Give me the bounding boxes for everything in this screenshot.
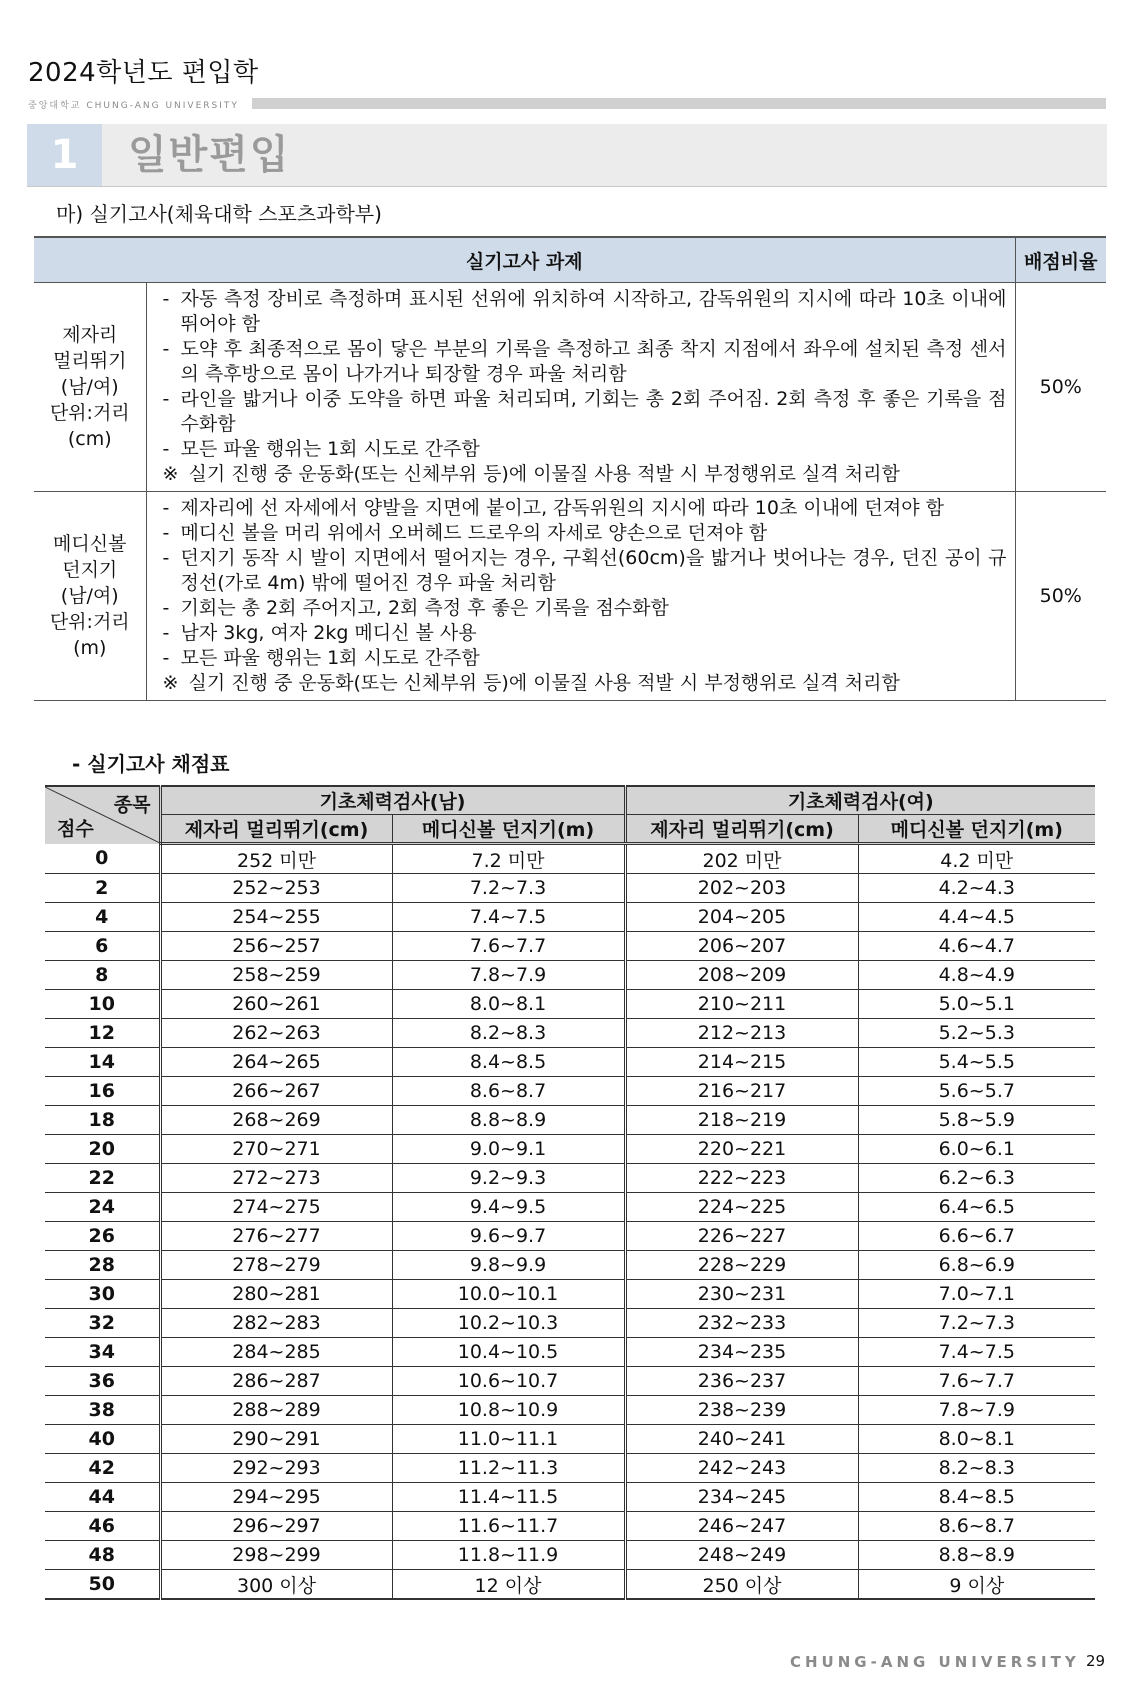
male-long-jump-cell: 268~269 — [160, 1106, 392, 1135]
task-name-line: 던지기 — [62, 559, 118, 581]
task-row — [34, 283, 1106, 492]
female-long-jump-cell: 234~235 — [625, 1338, 858, 1367]
bullet-dash: - — [162, 438, 170, 460]
score-cell: 14 — [45, 1048, 160, 1077]
section-title: 일반편입 — [128, 132, 291, 178]
task-name-line: (남/여) — [60, 376, 119, 398]
score-row — [45, 874, 1095, 903]
female-medicine-ball-cell: 7.4~7.5 — [858, 1338, 1095, 1367]
score-cell: 42 — [45, 1454, 160, 1483]
male-medicine-ball-cell: 10.4~10.5 — [392, 1338, 625, 1367]
female-medicine-ball-cell: 5.6~5.7 — [858, 1077, 1095, 1106]
female-long-jump-cell: 236~237 — [625, 1367, 858, 1396]
male-medicine-ball-cell: 8.2~8.3 — [392, 1019, 625, 1048]
task-description-cell — [146, 283, 1015, 492]
male-medicine-ball-cell: 7.2 미만 — [392, 844, 625, 874]
male-medicine-ball-cell: 9.6~9.7 — [392, 1222, 625, 1251]
score-row — [45, 1106, 1095, 1135]
score-row — [45, 1280, 1095, 1309]
male-medicine-ball-cell: 7.2~7.3 — [392, 874, 625, 903]
male-medicine-ball-cell: 9.8~9.9 — [392, 1251, 625, 1280]
male-medicine-ball-cell: 9.4~9.5 — [392, 1193, 625, 1222]
score-row — [45, 1193, 1095, 1222]
bullet-dash: - — [162, 388, 170, 410]
score-row — [45, 1164, 1095, 1193]
male-long-jump-cell: 274~275 — [160, 1193, 392, 1222]
female-medicine-ball-cell: 6.2~6.3 — [858, 1164, 1095, 1193]
female-long-jump-cell: 238~239 — [625, 1396, 858, 1425]
task-name-line: 제자리 — [62, 324, 118, 346]
male-medicine-ball-cell: 7.4~7.5 — [392, 903, 625, 932]
male-long-jump-cell: 264~265 — [160, 1048, 392, 1077]
male-long-jump-cell: 254~255 — [160, 903, 392, 932]
score-row — [45, 1251, 1095, 1280]
female-long-jump-cell: 248~249 — [625, 1541, 858, 1570]
male-medicine-ball-cell: 9.0~9.1 — [392, 1135, 625, 1164]
score-row — [45, 1048, 1095, 1077]
male-long-jump-cell: 262~263 — [160, 1019, 392, 1048]
female-medicine-ball-cell: 7.0~7.1 — [858, 1280, 1095, 1309]
task-name-line: (남/여) — [60, 585, 119, 607]
female-long-jump-cell: 202~203 — [625, 874, 858, 903]
female-medicine-ball-cell: 7.8~7.9 — [858, 1396, 1095, 1425]
male-long-jump-cell: 300 이상 — [160, 1570, 392, 1600]
male-long-jump-cell: 296~297 — [160, 1512, 392, 1541]
task-rule-text: 남자 3kg, 여자 2kg 메디신 볼 사용 — [180, 622, 477, 644]
reference-mark-icon: ※ — [162, 463, 179, 485]
female-medicine-ball-cell: 8.0~8.1 — [858, 1425, 1095, 1454]
task-name-cell — [34, 492, 146, 701]
score-cell: 26 — [45, 1222, 160, 1251]
female-long-jump-cell: 206~207 — [625, 932, 858, 961]
score-cell: 2 — [45, 874, 160, 903]
female-medicine-ball-cell: 5.4~5.5 — [858, 1048, 1095, 1077]
female-long-jump-cell: 232~233 — [625, 1309, 858, 1338]
sub-header-female-long-jump: 제자리 멀리뛰기(cm) — [625, 815, 858, 844]
page-number: 29 — [1086, 1652, 1106, 1670]
sub-header-male-medicine-ball: 메디신볼 던지기(m) — [392, 815, 625, 844]
female-medicine-ball-cell: 7.2~7.3 — [858, 1309, 1095, 1338]
female-long-jump-cell: 220~221 — [625, 1135, 858, 1164]
task-column-header: 실기고사 과제 — [34, 237, 1015, 283]
task-name-line: (m) — [73, 637, 107, 659]
group-header-male: 기초체력검사(남) — [160, 786, 625, 815]
male-long-jump-cell: 278~279 — [160, 1251, 392, 1280]
practical-exam-task-table — [34, 236, 1106, 701]
score-row — [45, 1454, 1095, 1483]
score-cell: 46 — [45, 1512, 160, 1541]
male-medicine-ball-cell: 8.4~8.5 — [392, 1048, 625, 1077]
male-medicine-ball-cell: 7.6~7.7 — [392, 932, 625, 961]
female-long-jump-cell: 214~215 — [625, 1048, 858, 1077]
female-medicine-ball-cell: 8.6~8.7 — [858, 1512, 1095, 1541]
female-medicine-ball-cell: 5.0~5.1 — [858, 990, 1095, 1019]
female-medicine-ball-cell: 6.0~6.1 — [858, 1135, 1095, 1164]
score-cell: 38 — [45, 1396, 160, 1425]
score-row — [45, 990, 1095, 1019]
task-rule-text: 도약 후 최종적으로 몸이 닿은 부분의 기록을 측정하고 최종 착지 지점에서 좌우에 설치된 측정 센서의 측후방으로 몸이 나가거나 퇴장할 경우 파울 처리함 — [180, 338, 1007, 385]
bullet-dash: - — [162, 597, 170, 619]
score-cell: 4 — [45, 903, 160, 932]
task-rule-text: 던지기 동작 시 발이 지면에서 떨어지는 경우, 구획선(60cm)을 밟거나 벗어나는 경우, 던진 공이 규정선(가로 4m) 밖에 떨어진 경우 파울 처리함 — [180, 547, 1007, 594]
female-long-jump-cell: 228~229 — [625, 1251, 858, 1280]
task-name-line: 멀리뛰기 — [53, 350, 127, 372]
score-row — [45, 1077, 1095, 1106]
score-row — [45, 1570, 1095, 1600]
male-medicine-ball-cell: 11.2~11.3 — [392, 1454, 625, 1483]
task-rule-text: 라인을 밟거나 이중 도약을 하면 파울 처리되며, 기회는 총 2회 주어짐. 2회 측정 후 좋은 기록을 점수화함 — [180, 388, 1007, 435]
task-table-header-row — [34, 237, 1106, 283]
scoring-table — [45, 785, 1095, 1600]
score-row — [45, 1541, 1095, 1570]
female-long-jump-cell: 226~227 — [625, 1222, 858, 1251]
document-title: 2024학년도 편입학 — [28, 58, 259, 88]
score-row — [45, 1512, 1095, 1541]
bullet-dash: - — [162, 522, 170, 544]
male-medicine-ball-cell: 11.8~11.9 — [392, 1541, 625, 1570]
task-warning-note — [163, 462, 1007, 487]
task-name-line: 메디신볼 — [53, 533, 127, 555]
male-long-jump-cell: 258~259 — [160, 961, 392, 990]
female-medicine-ball-cell: 6.6~6.7 — [858, 1222, 1095, 1251]
female-long-jump-cell: 234~245 — [625, 1483, 858, 1512]
score-row — [45, 1019, 1095, 1048]
score-cell: 48 — [45, 1541, 160, 1570]
male-long-jump-cell: 282~283 — [160, 1309, 392, 1338]
section-number: 1 — [27, 124, 102, 186]
task-rule-text: 자동 측정 장비로 측정하며 표시된 선위에 위치하여 시작하고, 감독위원의 지시에 따라 10초 이내에 뛰어야 함 — [180, 288, 1007, 335]
task-rule-item — [163, 621, 1007, 646]
score-row — [45, 932, 1095, 961]
male-long-jump-cell: 294~295 — [160, 1483, 392, 1512]
male-long-jump-cell: 284~285 — [160, 1338, 392, 1367]
male-long-jump-cell: 276~277 — [160, 1222, 392, 1251]
task-rule-item — [163, 337, 1007, 387]
task-warning-text: 실기 진행 중 운동화(또는 신체부위 등)에 이물질 사용 적발 시 부정행위로 실격 처리함 — [188, 463, 900, 485]
header-rule-bar — [252, 98, 1106, 109]
rate-column-header: 배점비율 — [1015, 237, 1106, 283]
male-medicine-ball-cell: 8.0~8.1 — [392, 990, 625, 1019]
sub-header-female-medicine-ball: 메디신볼 던지기(m) — [858, 815, 1095, 844]
task-rule-item — [163, 546, 1007, 596]
score-row — [45, 1483, 1095, 1512]
male-long-jump-cell: 252~253 — [160, 874, 392, 903]
score-row — [45, 1222, 1095, 1251]
female-medicine-ball-cell: 7.6~7.7 — [858, 1367, 1095, 1396]
male-medicine-ball-cell: 10.0~10.1 — [392, 1280, 625, 1309]
task-warning-note — [163, 671, 1007, 696]
male-medicine-ball-cell: 10.8~10.9 — [392, 1396, 625, 1425]
female-long-jump-cell: 208~209 — [625, 961, 858, 990]
male-medicine-ball-cell: 8.6~8.7 — [392, 1077, 625, 1106]
female-medicine-ball-cell: 6.4~6.5 — [858, 1193, 1095, 1222]
reference-mark-icon: ※ — [162, 672, 179, 694]
task-rule-item — [163, 496, 1007, 521]
female-long-jump-cell: 210~211 — [625, 990, 858, 1019]
corner-label-score: 점수 — [57, 817, 94, 840]
task-rule-item — [163, 646, 1007, 671]
female-long-jump-cell: 230~231 — [625, 1280, 858, 1309]
sub-header-male-long-jump: 제자리 멀리뛰기(cm) — [160, 815, 392, 844]
score-cell: 22 — [45, 1164, 160, 1193]
female-long-jump-cell: 222~223 — [625, 1164, 858, 1193]
male-medicine-ball-cell: 7.8~7.9 — [392, 961, 625, 990]
female-medicine-ball-cell: 4.8~4.9 — [858, 961, 1095, 990]
score-corner-cell — [45, 786, 160, 844]
female-medicine-ball-cell: 8.4~8.5 — [858, 1483, 1095, 1512]
subsection-heading: 마) 실기고사(체육대학 스포츠과학부) — [56, 202, 382, 226]
male-medicine-ball-cell: 8.8~8.9 — [392, 1106, 625, 1135]
task-rate-cell: 50% — [1015, 283, 1106, 492]
task-name-line: 단위:거리 — [49, 611, 130, 633]
score-row — [45, 903, 1095, 932]
female-long-jump-cell: 212~213 — [625, 1019, 858, 1048]
female-medicine-ball-cell: 4.6~4.7 — [858, 932, 1095, 961]
bullet-dash: - — [162, 622, 170, 644]
score-cell: 8 — [45, 961, 160, 990]
score-cell: 50 — [45, 1570, 160, 1600]
score-cell: 30 — [45, 1280, 160, 1309]
score-row — [45, 961, 1095, 990]
male-long-jump-cell: 286~287 — [160, 1367, 392, 1396]
task-warning-text: 실기 진행 중 운동화(또는 신체부위 등)에 이물질 사용 적발 시 부정행위로 실격 처리함 — [188, 672, 900, 694]
score-cell: 32 — [45, 1309, 160, 1338]
male-long-jump-cell: 260~261 — [160, 990, 392, 1019]
female-long-jump-cell: 204~205 — [625, 903, 858, 932]
male-long-jump-cell: 256~257 — [160, 932, 392, 961]
male-long-jump-cell: 292~293 — [160, 1454, 392, 1483]
male-long-jump-cell: 270~271 — [160, 1135, 392, 1164]
bullet-dash: - — [162, 497, 170, 519]
male-long-jump-cell: 266~267 — [160, 1077, 392, 1106]
scoring-table-heading: - 실기고사 채점표 — [72, 752, 230, 776]
female-medicine-ball-cell: 6.8~6.9 — [858, 1251, 1095, 1280]
male-medicine-ball-cell: 10.2~10.3 — [392, 1309, 625, 1338]
task-rate-cell: 50% — [1015, 492, 1106, 701]
score-row — [45, 844, 1095, 874]
score-cell: 12 — [45, 1019, 160, 1048]
female-medicine-ball-cell: 4.4~4.5 — [858, 903, 1095, 932]
female-medicine-ball-cell: 4.2~4.3 — [858, 874, 1095, 903]
task-row — [34, 492, 1106, 701]
task-rule-item — [163, 596, 1007, 621]
score-cell: 44 — [45, 1483, 160, 1512]
group-header-female: 기초체력검사(여) — [625, 786, 1095, 815]
score-cell: 20 — [45, 1135, 160, 1164]
male-long-jump-cell: 252 미만 — [160, 844, 392, 874]
female-long-jump-cell: 224~225 — [625, 1193, 858, 1222]
task-rule-text: 메디신 볼을 머리 위에서 오버헤드 드로우의 자세로 양손으로 던져야 함 — [180, 522, 768, 544]
score-cell: 16 — [45, 1077, 160, 1106]
male-medicine-ball-cell: 9.2~9.3 — [392, 1164, 625, 1193]
task-rule-text: 제자리에 선 자세에서 양발을 지면에 붙이고, 감독위원의 지시에 따라 10초 이내에 던져야 함 — [180, 497, 944, 519]
female-long-jump-cell: 242~243 — [625, 1454, 858, 1483]
score-cell: 28 — [45, 1251, 160, 1280]
male-medicine-ball-cell: 11.6~11.7 — [392, 1512, 625, 1541]
bullet-dash: - — [162, 547, 170, 569]
female-medicine-ball-cell: 8.8~8.9 — [858, 1541, 1095, 1570]
task-rule-text: 모든 파울 행위는 1회 시도로 간주함 — [180, 647, 480, 669]
female-long-jump-cell: 218~219 — [625, 1106, 858, 1135]
female-medicine-ball-cell: 9 이상 — [858, 1570, 1095, 1600]
task-rule-text: 기회는 총 2회 주어지고, 2회 측정 후 좋은 기록을 점수화함 — [180, 597, 669, 619]
male-long-jump-cell: 272~273 — [160, 1164, 392, 1193]
score-row — [45, 1425, 1095, 1454]
score-row — [45, 1135, 1095, 1164]
female-medicine-ball-cell: 5.2~5.3 — [858, 1019, 1095, 1048]
male-long-jump-cell: 290~291 — [160, 1425, 392, 1454]
score-cell: 34 — [45, 1338, 160, 1367]
task-rule-item — [163, 521, 1007, 546]
score-cell: 0 — [45, 844, 160, 874]
female-long-jump-cell: 216~217 — [625, 1077, 858, 1106]
task-rule-text: 모든 파울 행위는 1회 시도로 간주함 — [180, 438, 480, 460]
female-long-jump-cell: 240~241 — [625, 1425, 858, 1454]
task-description-cell — [146, 492, 1015, 701]
task-name-cell — [34, 283, 146, 492]
bullet-dash: - — [162, 647, 170, 669]
task-rule-item — [163, 387, 1007, 437]
score-row — [45, 1338, 1095, 1367]
male-medicine-ball-cell: 12 이상 — [392, 1570, 625, 1600]
male-long-jump-cell: 280~281 — [160, 1280, 392, 1309]
score-cell: 40 — [45, 1425, 160, 1454]
score-row — [45, 1396, 1095, 1425]
female-medicine-ball-cell: 4.2 미만 — [858, 844, 1095, 874]
score-cell: 24 — [45, 1193, 160, 1222]
male-medicine-ball-cell: 11.0~11.1 — [392, 1425, 625, 1454]
task-name-line: (cm) — [67, 428, 112, 450]
male-medicine-ball-cell: 10.6~10.7 — [392, 1367, 625, 1396]
female-medicine-ball-cell: 8.2~8.3 — [858, 1454, 1095, 1483]
university-wordmark-small: 중앙대학교 CHUNG-ANG UNIVERSITY — [28, 101, 239, 111]
scoring-header-row-events — [45, 815, 1095, 844]
female-long-jump-cell: 246~247 — [625, 1512, 858, 1541]
score-row — [45, 1367, 1095, 1396]
male-medicine-ball-cell: 11.4~11.5 — [392, 1483, 625, 1512]
score-cell: 6 — [45, 932, 160, 961]
task-rule-item — [163, 437, 1007, 462]
score-row — [45, 1309, 1095, 1338]
bullet-dash: - — [162, 338, 170, 360]
female-medicine-ball-cell: 5.8~5.9 — [858, 1106, 1095, 1135]
task-name-line: 단위:거리 — [49, 402, 130, 424]
bullet-dash: - — [162, 288, 170, 310]
score-cell: 36 — [45, 1367, 160, 1396]
task-rule-item — [163, 287, 1007, 337]
score-cell: 10 — [45, 990, 160, 1019]
corner-label-event: 종목 — [113, 794, 151, 816]
footer-university-name: CHUNG-ANG UNIVERSITY — [790, 1653, 1080, 1671]
score-cell: 18 — [45, 1106, 160, 1135]
female-long-jump-cell: 202 미만 — [625, 844, 858, 874]
female-long-jump-cell: 250 이상 — [625, 1570, 858, 1600]
scoring-header-row-groups — [45, 786, 1095, 815]
male-long-jump-cell: 298~299 — [160, 1541, 392, 1570]
male-long-jump-cell: 288~289 — [160, 1396, 392, 1425]
